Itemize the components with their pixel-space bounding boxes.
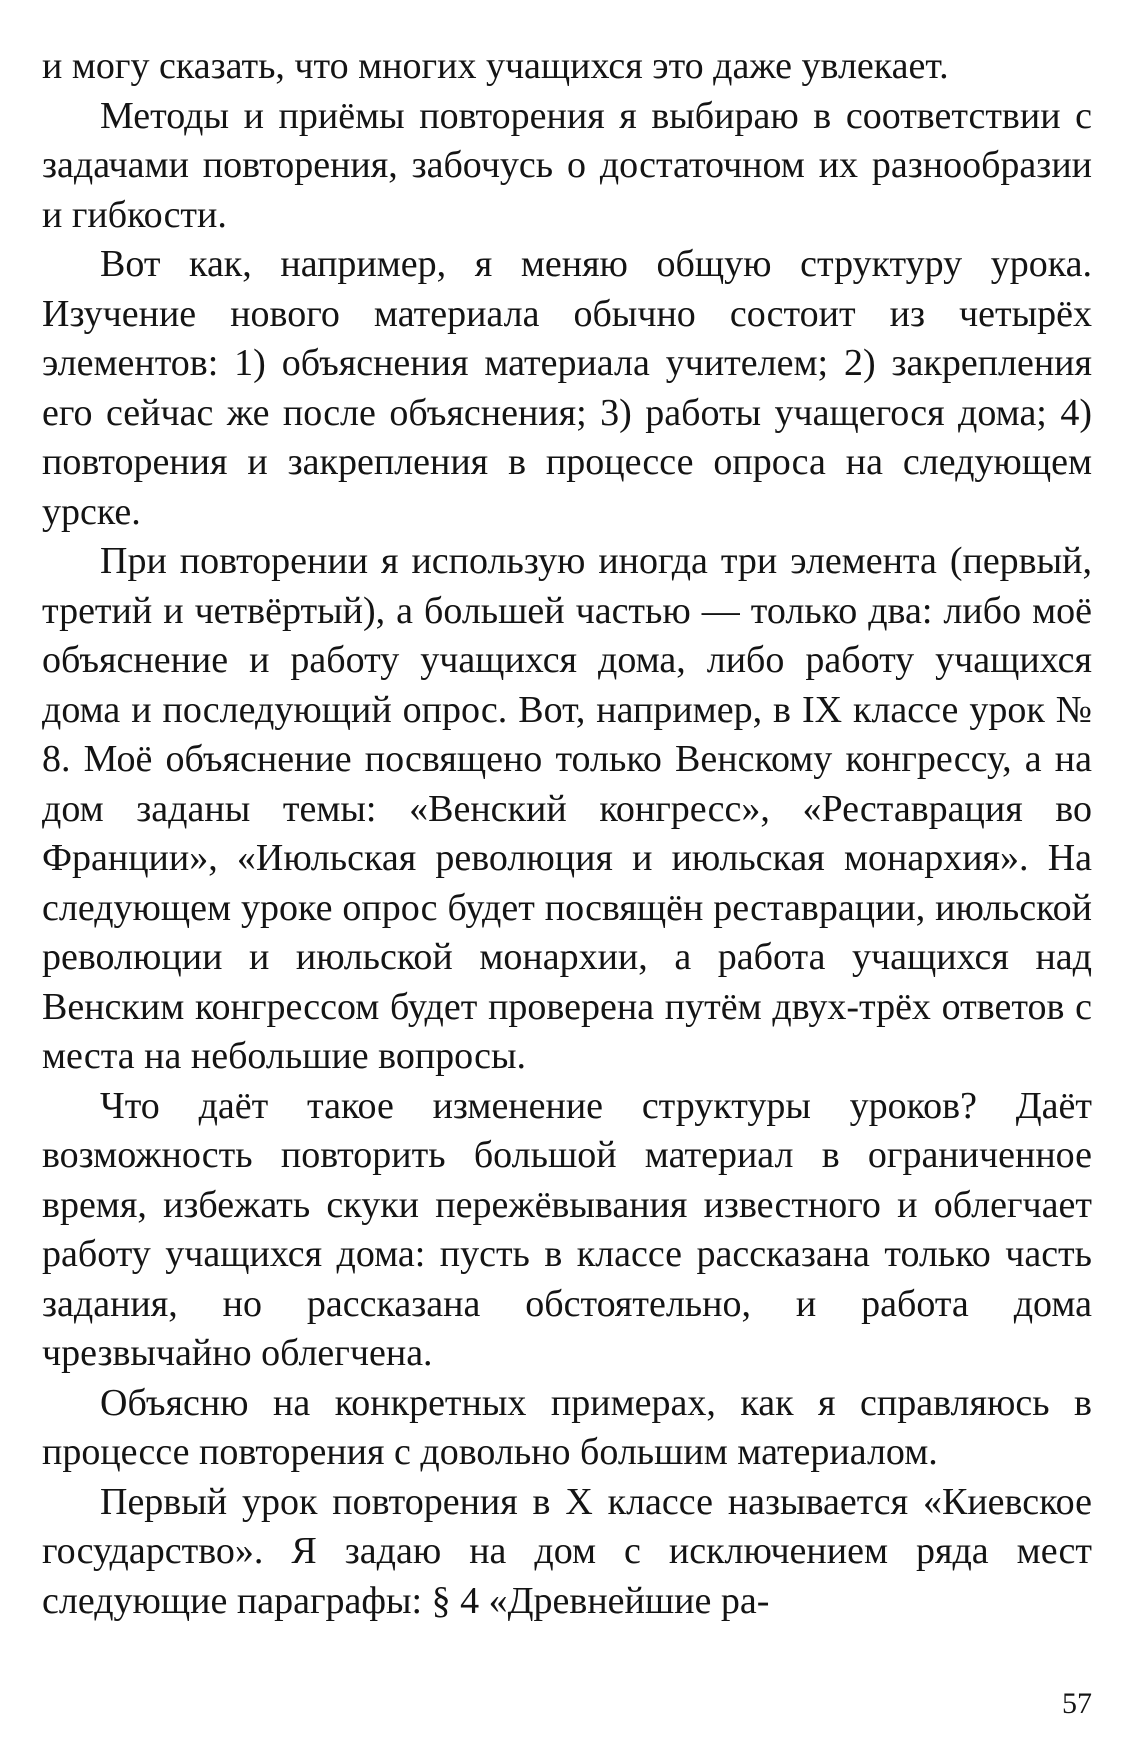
paragraph-3: Вот как, например, я меняю общую структуру урока. Изучение нового материала обычно состоит из четырёх элементов: 1) объяснения материала учителем; 2) закрепления его сейчас же после объяснения; 3) работы учащегося дома; 4) повторения и закрепления в процессе опроса на следующем урске. <box>42 243 1092 533</box>
paragraph-7: Первый урок повторения в X классе называется «Киевское государство». Я задаю на дом с исключением ряда мест следующие параграфы: § 4 «Древнейшие ра- <box>42 1480 1092 1622</box>
paragraph-6: Объясню на конкретных примерах, как я справляюсь в процессе повторения с довольно большим материалом. <box>42 1381 1092 1473</box>
paragraph-1: и могу сказать, что многих учащихся это даже увлекает. <box>42 45 949 87</box>
paragraph-4: При повторении я использую иногда три элемента (первый, третий и четвёртый), а большей частью — только два: либо моё объяснение и работу учащихся дома, либо работу учащихся дома и последующий опрос. Вот, например, в IX классе урок № 8. Моё объяснение посвящено только Венскому конгрессу, а на дом заданы темы: «Венский конгресс», «Реставрация во Франции», «Июльская революция и июльская монархия». На следующем уроке опрос будет посвящён реставрации, июльской революции и июльской монархии, а работа учащихся над Венским конгрессом будет проверена путём двух-трёх ответов с места на небольшие вопросы. <box>42 540 1092 1077</box>
page-number: 57 <box>1062 1687 1092 1720</box>
book-page <box>42 42 1092 1722</box>
paragraph-2: Методы и приёмы повторения я выбираю в соответствии с задачами повторения, забочусь о достаточном их разнообразии и гибкости. <box>42 94 1092 236</box>
paragraph-5: Что даёт такое изменение структуры уроков? Даёт возможность повторить большой материал в ограниченное время, избежать скуки пережёвывания известного и облегчает работу учащихся дома: пусть в классе рассказана только часть задания, но рассказана обстоятельно, и работа дома чрезвычайно облегчена. <box>42 1084 1092 1374</box>
